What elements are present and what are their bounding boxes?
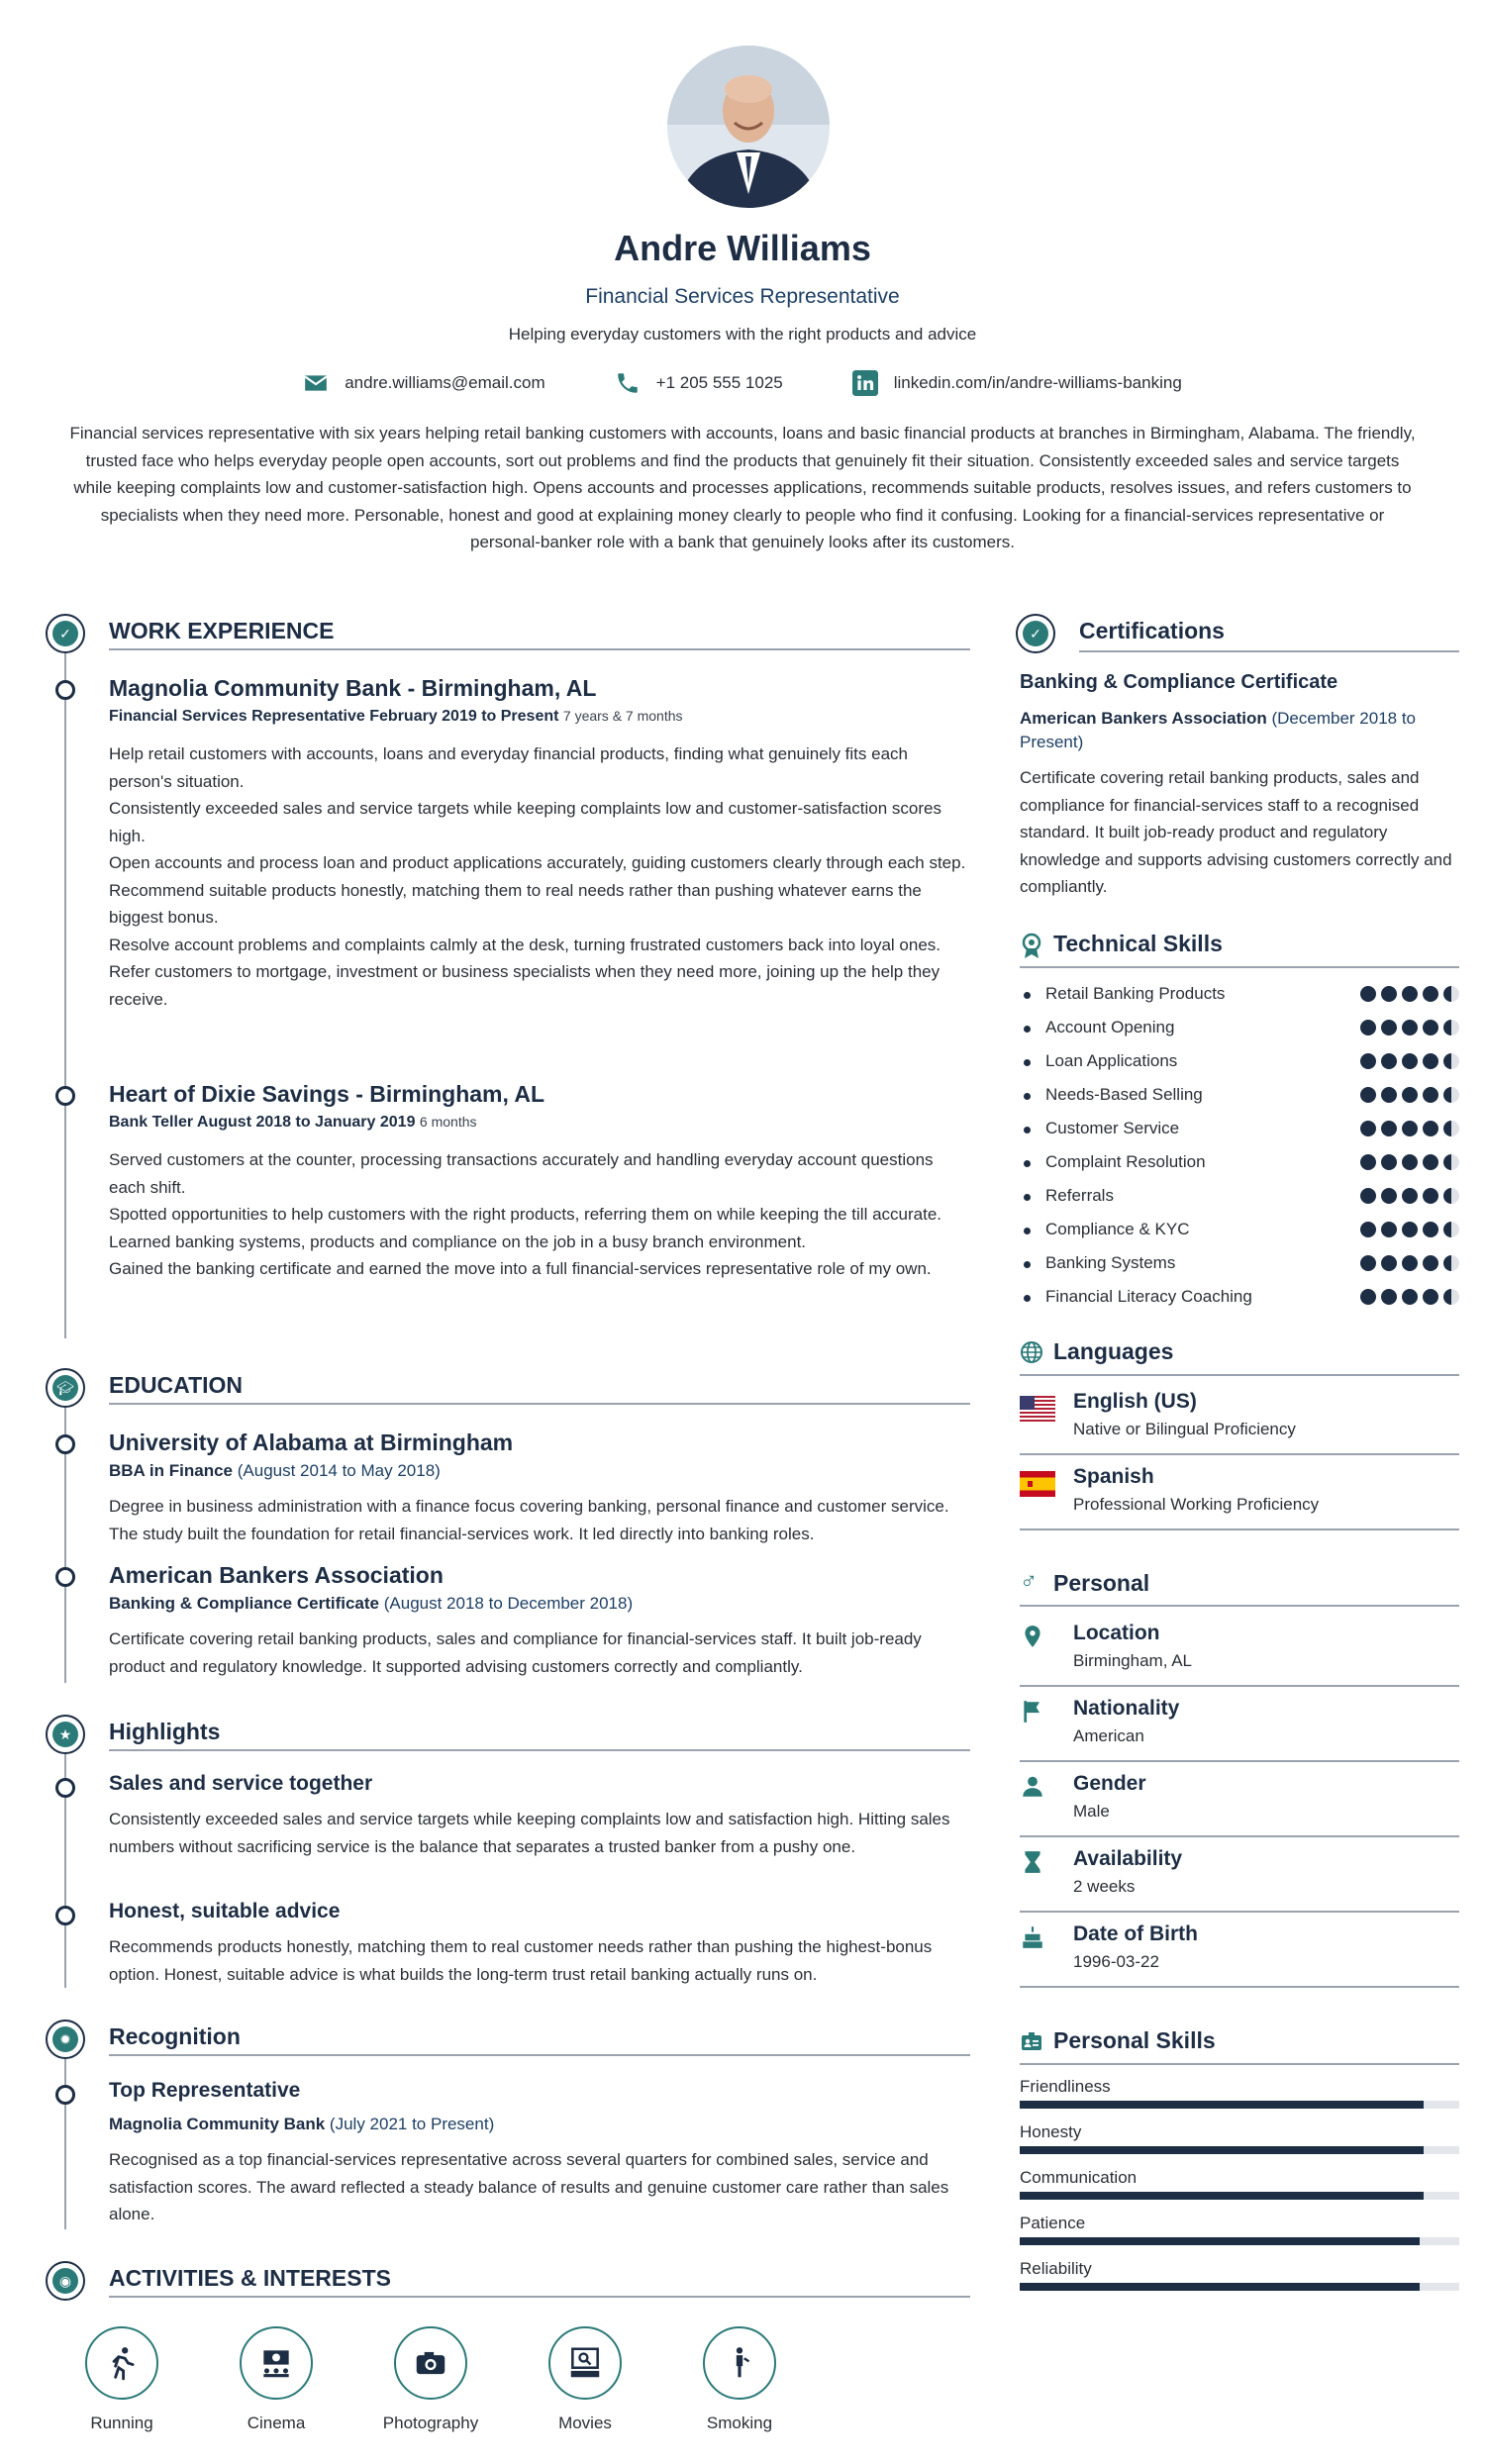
personal-skill-bar bbox=[1020, 2237, 1459, 2245]
education-1-marker bbox=[55, 1434, 75, 1454]
rating-dot bbox=[1402, 1289, 1418, 1305]
cake-icon bbox=[1020, 1924, 1045, 1950]
personal-skill-fill bbox=[1020, 2101, 1424, 2109]
rating-dot bbox=[1381, 1053, 1397, 1069]
personal-skill-fill bbox=[1020, 2283, 1420, 2291]
hourglass-icon bbox=[1020, 1849, 1045, 1875]
education-section-icon: 🎓︎ bbox=[46, 1368, 85, 1408]
rating-dot bbox=[1360, 1222, 1376, 1237]
job-2-bullet: Served customers at the counter, processing transactions accurately and handling everyday account questions each shift. bbox=[109, 1150, 934, 1197]
education-heading: EDUCATION bbox=[109, 1372, 244, 1398]
job-1-duration: 7 years & 7 months bbox=[562, 708, 683, 724]
skill-label: Loan Applications bbox=[1045, 1051, 1178, 1070]
personal-skill-label: Reliability bbox=[1020, 2259, 1092, 2278]
rating-dot bbox=[1443, 1255, 1459, 1271]
smoking-icon bbox=[721, 2344, 758, 2382]
phone-text[interactable]: +1 205 555 1025 bbox=[655, 373, 783, 392]
languages-heading: Languages bbox=[1053, 1338, 1174, 1364]
education-1-degree: BBA in Finance (August 2014 to May 2018) bbox=[109, 1461, 441, 1480]
skill-label: Compliance & KYC bbox=[1045, 1220, 1190, 1238]
id-badge-icon bbox=[1020, 2029, 1043, 2053]
language-level: Native or Bilingual Proficiency bbox=[1073, 1420, 1296, 1438]
education-rule bbox=[109, 1403, 970, 1405]
education-2-desc: Certificate covering retail banking products, sales and compliance for financial-services staff. It built job-ready product and regulatory knowledge. It supported advising customers correctly and compliantly. bbox=[109, 1629, 922, 1676]
rating-dot bbox=[1443, 1188, 1459, 1204]
rating-dot bbox=[1443, 1222, 1459, 1237]
rating-dot bbox=[1423, 1255, 1438, 1271]
personal-skill-label: Communication bbox=[1020, 2168, 1138, 2187]
skill-label: Referrals bbox=[1045, 1186, 1114, 1205]
rating-dot bbox=[1402, 1255, 1418, 1271]
rating-dot bbox=[1402, 1188, 1418, 1204]
contact-linkedin[interactable] bbox=[852, 370, 1182, 396]
recognition-title: Top Representative bbox=[109, 2079, 301, 2102]
job-2-role: Bank Teller August 2018 to January 2019 6 months bbox=[109, 1114, 477, 1131]
activity-smoking: Smoking bbox=[685, 2326, 794, 2433]
technical-skill-item bbox=[1020, 1051, 1459, 1085]
activities-section-icon: ◉ bbox=[46, 2261, 85, 2301]
personal-skills-heading: Personal Skills bbox=[1053, 2027, 1216, 2053]
work-rule bbox=[109, 648, 970, 650]
skill-label: Banking Systems bbox=[1045, 1253, 1176, 1272]
personal-skill-bar bbox=[1020, 2146, 1459, 2154]
highlight-2-title: Honest, suitable advice bbox=[109, 1900, 341, 1922]
language-name: Spanish bbox=[1073, 1465, 1154, 1488]
rating-dot bbox=[1423, 1053, 1438, 1069]
technical-skill-item bbox=[1020, 1152, 1459, 1186]
skill-label: Retail Banking Products bbox=[1045, 984, 1226, 1003]
rating-dot bbox=[1423, 1020, 1438, 1035]
rating-dot bbox=[1381, 1289, 1397, 1305]
skill-label: Account Opening bbox=[1045, 1018, 1175, 1036]
technical-skill-item bbox=[1020, 1287, 1459, 1321]
rating-dot bbox=[1381, 1154, 1397, 1170]
rating-dot bbox=[1360, 1188, 1376, 1204]
job-2-bullet: Learned banking systems, products and compliance on the job in a busy branch environment. bbox=[109, 1232, 807, 1251]
certifications-section-icon: ✓ bbox=[1016, 614, 1055, 653]
rating-dot bbox=[1443, 1121, 1459, 1136]
job-1-bullet: Consistently exceeded sales and service targets while keeping complaints low and customer-satisfaction scores high. bbox=[109, 799, 941, 845]
rating-dot bbox=[1360, 1087, 1376, 1103]
personal-skill-label: Patience bbox=[1020, 2214, 1086, 2232]
skill-rating bbox=[1360, 1255, 1459, 1271]
personal-rule bbox=[1020, 1605, 1459, 1607]
skill-label: Customer Service bbox=[1045, 1119, 1180, 1137]
recognition-marker bbox=[55, 2085, 75, 2105]
flag-icon bbox=[1020, 1699, 1045, 1725]
skill-bullet bbox=[1024, 1228, 1031, 1234]
skill-rating bbox=[1360, 1154, 1459, 1170]
job-2-marker bbox=[55, 1086, 75, 1106]
rating-dot bbox=[1423, 1188, 1438, 1204]
skill-rating bbox=[1360, 1053, 1459, 1069]
recognition-section-icon: ✹ bbox=[46, 2020, 85, 2059]
personal-skill-bar bbox=[1020, 2192, 1459, 2200]
job-1-bullet: Resolve account problems and complaints calmly at the desk, turning frustrated customers back into loyal ones. bbox=[109, 935, 941, 954]
rating-dot bbox=[1402, 1154, 1418, 1170]
recognition-desc: Recognised as a top financial-services representative across several quarters for combined sales, service and satisfaction scores. The award reflected a steady balance of results and genuine customer care rather than sales alone. bbox=[109, 2150, 949, 2223]
rating-dot bbox=[1402, 1020, 1418, 1035]
job-1-title: Magnolia Community Bank - Birmingham, AL bbox=[109, 675, 597, 701]
rating-dot bbox=[1381, 1087, 1397, 1103]
highlights-section-icon: ★ bbox=[46, 1715, 85, 1754]
contact-email[interactable] bbox=[303, 370, 544, 396]
education-2-marker bbox=[55, 1567, 75, 1587]
email-icon bbox=[303, 370, 329, 396]
rating-dot bbox=[1360, 1020, 1376, 1035]
movies-icon bbox=[566, 2344, 604, 2382]
rating-dot bbox=[1402, 1087, 1418, 1103]
spain-flag-icon bbox=[1020, 1471, 1055, 1497]
rating-dot bbox=[1443, 986, 1459, 1002]
skill-bullet bbox=[1024, 1160, 1031, 1167]
job-2-bullets bbox=[109, 1146, 970, 1283]
job-2-bullet: Gained the banking certificate and earned the move into a full financial-services representative role of my own. bbox=[109, 1259, 932, 1278]
gender-icon: ♂ bbox=[1020, 1568, 1038, 1595]
highlight-1-desc: Consistently exceeded sales and service targets while keeping complaints low and satisfaction high. Hitting sales numbers without sacrificing service is the balance that separates a trusted banker from a pushy one. bbox=[109, 1810, 950, 1856]
skill-bullet bbox=[1024, 1127, 1031, 1133]
rating-dot bbox=[1423, 1087, 1438, 1103]
rating-dot bbox=[1360, 1154, 1376, 1170]
skill-bullet bbox=[1024, 1261, 1031, 1268]
technical-skill-item bbox=[1020, 1119, 1459, 1152]
rating-dot bbox=[1402, 986, 1418, 1002]
certification-desc: Certificate covering retail banking products, sales and compliance for financial-services staff to a recognised standard. It built job-ready product and regulatory knowledge and supports advising customers correctly and compliantly. bbox=[1020, 768, 1452, 896]
rating-dot bbox=[1443, 1020, 1459, 1035]
email-text[interactable]: andre.williams@email.com bbox=[345, 373, 545, 392]
linkedin-icon bbox=[852, 370, 878, 396]
rating-dot bbox=[1423, 1121, 1438, 1136]
job-1-bullet: Refer customers to mortgage, investment or business specialists when they need more, joining up the help they receive. bbox=[109, 962, 940, 1009]
skill-rating bbox=[1360, 1020, 1459, 1035]
phone-icon bbox=[615, 370, 641, 396]
highlight-1-marker bbox=[55, 1778, 75, 1798]
skill-rating bbox=[1360, 986, 1459, 1002]
rating-dot bbox=[1360, 1255, 1376, 1271]
rating-dot bbox=[1381, 1020, 1397, 1035]
activities-heading: ACTIVITIES & INTERESTS bbox=[109, 2265, 391, 2291]
skill-rating bbox=[1360, 1222, 1459, 1237]
rating-dot bbox=[1443, 1053, 1459, 1069]
skill-label: Complaint Resolution bbox=[1045, 1152, 1206, 1171]
rating-dot bbox=[1381, 1188, 1397, 1204]
certification-org: American Bankers Association (December 2018 to Present) bbox=[1020, 709, 1417, 751]
personal-skill-fill bbox=[1020, 2237, 1420, 2245]
technical-skill-item bbox=[1020, 1085, 1459, 1119]
candidate-name: Andre Williams bbox=[614, 228, 871, 268]
highlight-1-title: Sales and service together bbox=[109, 1772, 373, 1795]
recognition-heading: Recognition bbox=[109, 2023, 241, 2049]
cinema-icon bbox=[257, 2344, 295, 2382]
skill-bullet bbox=[1024, 1059, 1031, 1066]
job-2-bullet: Spotted opportunities to help customers with the right products, referring them on while keeping the till accurate. bbox=[109, 1205, 942, 1224]
technical-skill-item bbox=[1020, 1018, 1459, 1051]
globe-icon bbox=[1020, 1340, 1043, 1364]
recognition-rule bbox=[109, 2054, 970, 2056]
technical-skill-item bbox=[1020, 1220, 1459, 1253]
rating-dot bbox=[1443, 1289, 1459, 1305]
language-name: English (US) bbox=[1073, 1390, 1197, 1413]
rating-dot bbox=[1360, 1289, 1376, 1305]
rating-dot bbox=[1443, 1154, 1459, 1170]
job-1-bullets bbox=[109, 740, 970, 1013]
education-1-title: University of Alabama at Birmingham bbox=[109, 1429, 514, 1455]
personal-skills-rule bbox=[1020, 2063, 1459, 2065]
highlights-rule bbox=[109, 1749, 970, 1751]
activities-rule bbox=[109, 2296, 970, 2298]
rating-dot bbox=[1381, 1222, 1397, 1237]
recognition-org: Magnolia Community Bank (July 2021 to Present) bbox=[109, 2115, 495, 2133]
activity-photography: Photography bbox=[376, 2326, 485, 2433]
activity-cinema: Cinema bbox=[222, 2326, 331, 2433]
skill-rating bbox=[1360, 1289, 1459, 1305]
technical-skill-item bbox=[1020, 1253, 1459, 1287]
skill-bullet bbox=[1024, 992, 1031, 999]
skill-rating bbox=[1360, 1121, 1459, 1136]
rating-dot bbox=[1423, 986, 1438, 1002]
skill-rating bbox=[1360, 1188, 1459, 1204]
personal-skill-fill bbox=[1020, 2192, 1424, 2200]
personal-skill-label: Honesty bbox=[1020, 2122, 1082, 2141]
candidate-title: Financial Services Representative bbox=[585, 285, 900, 308]
education-2-title: American Bankers Association bbox=[109, 1562, 444, 1588]
certifications-heading: Certifications bbox=[1079, 618, 1225, 643]
running-icon bbox=[103, 2344, 141, 2382]
personal-skill-fill bbox=[1020, 2146, 1424, 2154]
rating-dot bbox=[1423, 1154, 1438, 1170]
technical-skill-item bbox=[1020, 1186, 1459, 1220]
rating-dot bbox=[1381, 1121, 1397, 1136]
rating-dot bbox=[1423, 1222, 1438, 1237]
linkedin-text[interactable]: linkedin.com/in/andre-williams-banking bbox=[893, 373, 1182, 392]
personal-heading: Personal bbox=[1053, 1570, 1150, 1596]
candidate-tagline: Helping everyday customers with the right products and advice bbox=[508, 325, 977, 344]
education-1-desc: Degree in business administration with a finance focus covering banking, personal finance and customer service. The study built the foundation for retail financial-services work. It led directly into banking roles. bbox=[109, 1497, 949, 1543]
rating-dot bbox=[1423, 1289, 1438, 1305]
activity-movies: Movies bbox=[531, 2326, 640, 2433]
rating-dot bbox=[1443, 1087, 1459, 1103]
skill-bullet bbox=[1024, 1295, 1031, 1302]
rating-dot bbox=[1381, 1255, 1397, 1271]
languages-rule bbox=[1020, 1374, 1459, 1376]
job-1-bullet: Open accounts and process loan and product applications accurately, guiding customers clearly through each step. bbox=[109, 853, 966, 872]
rating-dot bbox=[1360, 1121, 1376, 1136]
rating-dot bbox=[1402, 1121, 1418, 1136]
job-1-bullet: Help retail customers with accounts, loans and everyday financial products, finding what genuinely fits each person's situation. bbox=[109, 744, 908, 791]
highlights-heading: Highlights bbox=[109, 1719, 221, 1744]
skill-label: Needs-Based Selling bbox=[1045, 1085, 1203, 1104]
skill-bullet bbox=[1024, 1093, 1031, 1100]
technical-skills-heading: Technical Skills bbox=[1053, 931, 1223, 956]
award-icon bbox=[1020, 933, 1043, 960]
technical-skills-rule bbox=[1020, 966, 1459, 968]
skill-rating bbox=[1360, 1087, 1459, 1103]
skill-bullet bbox=[1024, 1194, 1031, 1201]
profile-photo bbox=[667, 46, 830, 208]
work-heading: WORK EXPERIENCE bbox=[109, 618, 335, 643]
person-icon bbox=[1020, 1774, 1045, 1800]
personal-skill-bar bbox=[1020, 2283, 1459, 2291]
job-1-role: Financial Services Representative February 2019 to Present 7 years & 7 months bbox=[109, 708, 683, 725]
job-2-title: Heart of Dixie Savings - Birmingham, AL bbox=[109, 1081, 545, 1107]
certifications-rule bbox=[1079, 650, 1459, 652]
rating-dot bbox=[1381, 986, 1397, 1002]
us-flag-icon bbox=[1020, 1396, 1055, 1422]
skill-bullet bbox=[1024, 1026, 1031, 1033]
rating-dot bbox=[1360, 986, 1376, 1002]
rating-dot bbox=[1402, 1053, 1418, 1069]
contact-bar bbox=[0, 370, 1485, 396]
language-level: Professional Working Proficiency bbox=[1073, 1495, 1320, 1514]
camera-icon bbox=[412, 2344, 449, 2382]
rating-dot bbox=[1402, 1222, 1418, 1237]
job-2-duration: 6 months bbox=[419, 1114, 477, 1130]
profile-summary: Financial services representative with six years helping retail banking customers with accounts, loans and basic financial products at branches in Birmingham, Alabama. The friendly, trusted face who helps everyday people open accounts, sort out problems and find the products that genuinely fit their situation. Consistently exceeded sales and service targets while keeping complaints low and customer-satisfaction high. Opens accounts and processes applications, recommends suitable products, resolves issues, and refers customers to specialists when they need more. Personable, honest and good at explaining money clearly to people who find it confusing. Looking for a financial-services representative or personal-banker role with a bank that genuinely looks after its customers. bbox=[69, 424, 1416, 551]
location-pin-icon bbox=[1020, 1624, 1045, 1649]
highlight-2-desc: Recommends products honestly, matching them to real customer needs rather than pushing the highest-bonus option. Honest, suitable advice is what builds the long-term trust retail banking actually runs on. bbox=[109, 1937, 933, 1984]
personal-skill-bar bbox=[1020, 2101, 1459, 2109]
personal-skill-label: Friendliness bbox=[1020, 2077, 1111, 2096]
contact-phone[interactable] bbox=[615, 370, 783, 396]
technical-skill-item bbox=[1020, 984, 1459, 1018]
education-2-degree: Banking & Compliance Certificate (August 2018 to December 2018) bbox=[109, 1594, 634, 1613]
work-timeline bbox=[64, 653, 66, 1338]
skill-label: Financial Literacy Coaching bbox=[1045, 1287, 1252, 1306]
rating-dot bbox=[1360, 1053, 1376, 1069]
highlight-2-marker bbox=[55, 1906, 75, 1925]
work-section-icon: ✓ bbox=[46, 614, 85, 653]
job-1-marker bbox=[55, 680, 75, 700]
certification-name: Banking & Compliance Certificate bbox=[1020, 671, 1338, 693]
activity-running: Running bbox=[67, 2326, 176, 2433]
job-1-bullet: Recommend suitable products honestly, matching them to real needs rather than pushing whatever earns the biggest bonus. bbox=[109, 880, 922, 927]
